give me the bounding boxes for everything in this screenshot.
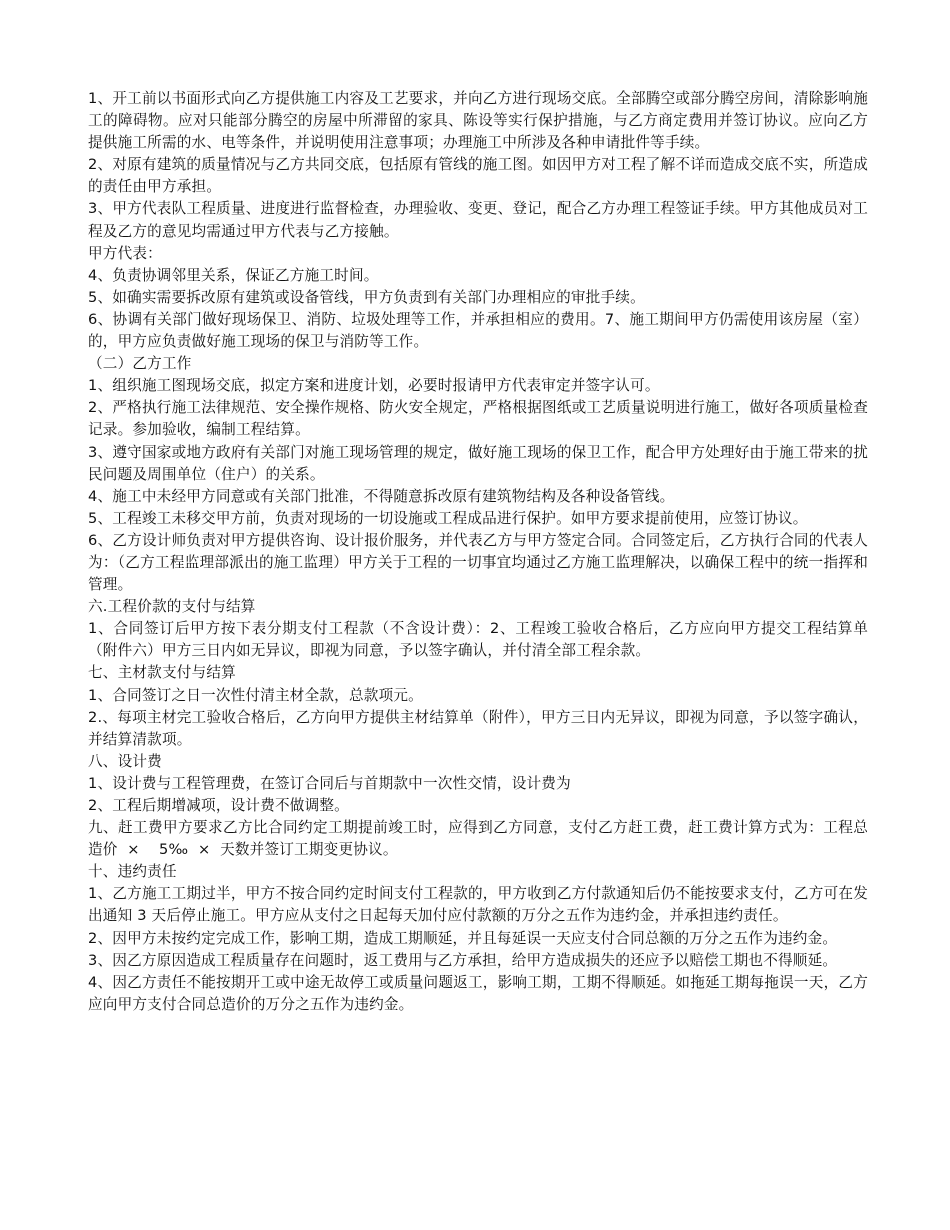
paragraph-b2: 2、严格执行施工法律规范、安全操作规格、防火安全规定，严格根据图纸或工艺质量说明进行施工，做好各项质量检查记录。参加验收，编制工程结算。 [88, 399, 868, 439]
paragraph-liability-4: 4、因乙方责任不能按期开工或中途无故停工或质量问题返工，影响工期，工期不得顺延。如拖延工期每拖误一天，乙方应向甲方支付合同总造价的万分之五作为违约金。 [88, 973, 868, 1013]
paragraph-payment-1: 1、合同签订后甲方按下表分期支付工程款（不含设计费）：2、工程竣工验收合格后，乙方应向甲方提交工程结算单（附件六）甲方三日内如无异议，即视为同意，予以签字确认，并付清全部工程余款。 [88, 620, 868, 660]
paragraph-3: 3、甲方代表队工程质量、进度进行监督检查，办理验收、变更、登记，配合乙方办理工程签证手续。甲方其他成员对工程及乙方的意见均需通过甲方代表与乙方接触。 [88, 200, 868, 240]
section-heading-payment: 六.工程价款的支付与结算 [88, 598, 256, 616]
paragraph-5: 5、如确实需要拆改原有建筑或设备管线，甲方负责到有关部门办理相应的审批手续。 [88, 288, 645, 306]
document-page [88, 88, 868, 1016]
section-heading-materials: 七、主材款支付与结算 [88, 664, 236, 682]
paragraph-b1: 1、组织施工图现场交底，拟定方案和进度计划，必要时报请甲方代表审定并签字认可。 [88, 377, 660, 395]
section-heading-design-fee: 八、设计费 [88, 752, 162, 770]
paragraph-b5: 5、工程竣工未移交甲方前，负责对现场的一切设施或工程成品进行保护。如甲方要求提前使用，应签订协议。 [88, 509, 808, 527]
paragraph-liability-3: 3、因乙方原因造成工程质量存在问题时，返工费用与乙方承担，给甲方造成损失的还应予以赔偿工期也不得顺延。 [88, 951, 838, 969]
party-a-representative-label: 甲方代表： [88, 244, 162, 262]
paragraph-liability-1: 1、乙方施工工期过半，甲方不按合同约定时间支付工程款的，甲方收到乙方付款通知后仍不能按要求支付，乙方可在发出通知 3 天后停止施工。甲方应从支付之日起每天加付应付款额的万分之五作为违约金，并承担违约责任。 [88, 885, 868, 925]
paragraph-b4: 4、施工中未经甲方同意或有关部门批准，不得随意拆改原有建筑物结构及各种设备管线。 [88, 487, 675, 505]
section-heading-liability: 十、违约责任 [88, 863, 177, 881]
paragraph-liability-2: 2、因甲方未按约定完成工作，影响工期，造成工期顺延，并且每延误一天应支付合同总额的万分之五作为违约金。 [88, 929, 838, 947]
paragraph-b6: 6、乙方设计师负责对甲方提供咨询、设计报价服务，并代表乙方与甲方签定合同。合同签定后，乙方执行合同的代表人为：（乙方工程监理部派出的施工监理）甲方关于工程的一切事宜均通过乙方施工监理解决，以确保工程中的统一指挥和管理。 [88, 531, 868, 594]
section-rush-fee: 九、赶工费甲方要求乙方比合同约定工期提前竣工时，应得到乙方同意，支付乙方赶工费，赶工费计算方式为：工程总造价 × 5‰ × 天数并签订工期变更协议。 [88, 819, 868, 859]
paragraph-6: 6、协调有关部门做好现场保卫、消防、垃圾处理等工作，并承担相应的费用。7、施工期间甲方仍需使用该房屋（室）的，甲方应负责做好施工现场的保卫与消防等工作。 [88, 310, 868, 351]
paragraph-materials-1: 1、合同签订之日一次性付清主材全款，总款项元。 [88, 686, 423, 704]
paragraph-design-2: 2、工程后期增减项，设计费不做调整。 [88, 797, 349, 814]
paragraph-2: 2、对原有建筑的质量情况与乙方共同交底，包括原有管线的施工图。如因甲方对工程了解不详而造成交底不实，所造成的责任由甲方承担。 [88, 156, 868, 196]
paragraph-design-1: 1、设计费与工程管理费，在签订合同后与首期款中一次性交情，设计费为 [88, 774, 571, 792]
paragraph-4: 4、负责协调邻里关系，保证乙方施工时间。 [88, 266, 379, 284]
paragraph-1: 1、开工前以书面形式向乙方提供施工内容及工艺要求，并向乙方进行现场交底。全部腾空或部分腾空房间，清除影响施工的障碍物。应对只能部分腾空的房屋中所滞留的家具、陈设等实行保护措施，与乙方商定费用并签订协议。应向乙方提供施工所需的水、电等条件，并说明使用注意事项；办理施工中所涉及各种申请批件等手续。 [88, 90, 868, 152]
paragraph-b3: 3、遵守国家或地方政府有关部门对施工现场管理的规定，做好施工现场的保卫工作，配合甲方处理好由于施工带来的扰民问题及周围单位（住户）的关系。 [88, 443, 868, 483]
paragraph-materials-2: 2.、每项主材完工验收合格后，乙方向甲方提供主材结算单（附件），甲方三日内无异议，即视为同意，予以签字确认，并结算清款项。 [88, 708, 868, 748]
section-heading-party-b-work: （二）乙方工作 [88, 355, 192, 373]
